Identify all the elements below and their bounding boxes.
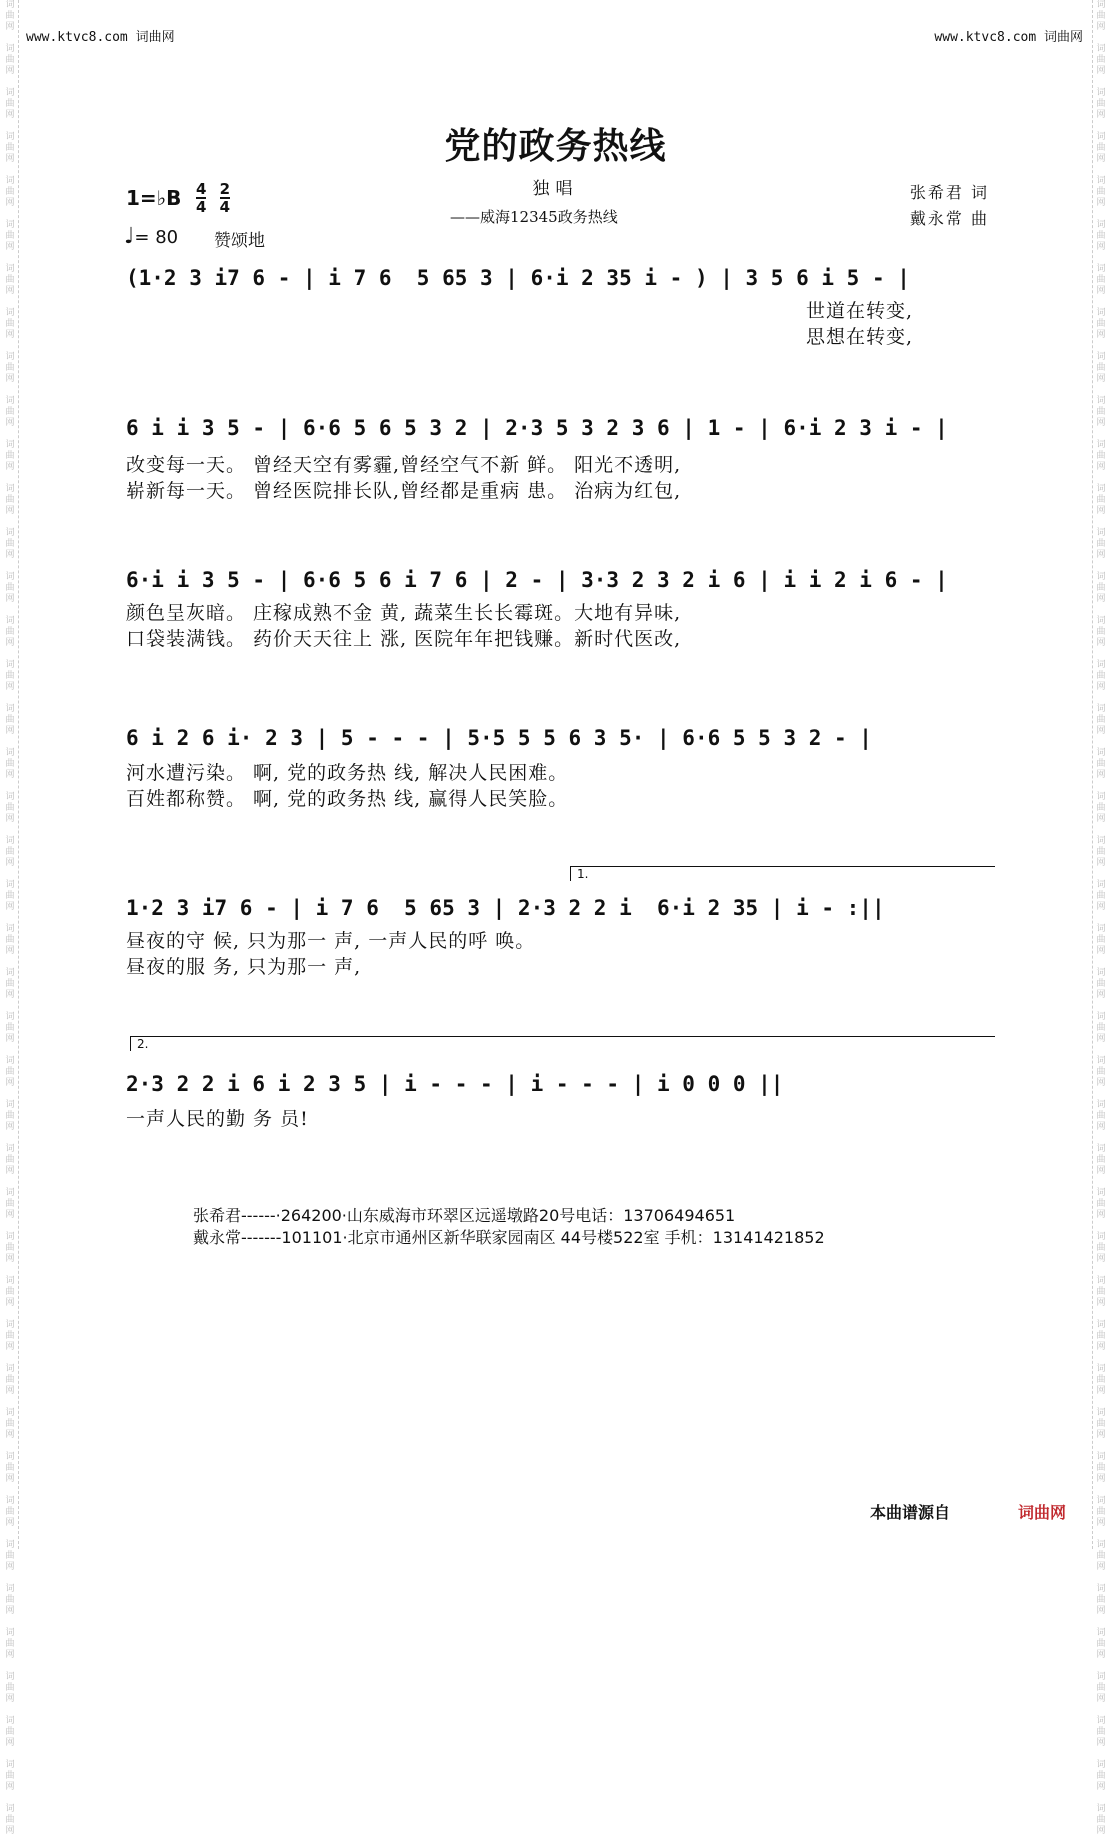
notation-line-1: (1·2 3 i7 6 - | i 7 6 5 65 3 | 6·i 2 35 i - ) | 3 5 6 i 5 - | bbox=[126, 266, 910, 290]
contact-composer: 戴永常-------101101·北京市通州区新华联家园南区 44号楼522室 手机：13141421852 bbox=[193, 1228, 825, 1247]
song-title: 党的政务热线 bbox=[444, 125, 667, 167]
time-signature-2: $\frac{2}{4}$ bbox=[219, 180, 231, 216]
second-ending-bracket: 2. bbox=[130, 1036, 995, 1051]
tempo-marking bbox=[124, 224, 178, 249]
notation-line-3: 6·i i 3 5 - | 6·6 5 6 i 7 6 | 2 - | 3·3 2 3 2 i 6 | i i 2 i 6 - | bbox=[126, 568, 948, 592]
contact-info bbox=[193, 1205, 825, 1249]
left-margin-watermark: 词曲网 词曲网 词曲网 词曲网 词曲网 词曲网 词曲网 词曲网 词曲网 词曲网 词曲网 词曲网 词曲网 词曲网 词曲网 词曲网 词曲网 词曲网 词曲网 词曲网 词曲网 词曲网 词曲网 词曲网 词曲网 词曲网 词曲网 词曲网 词曲网 词曲网 词曲网 词曲网 词曲网 词曲网 词曲网 词曲网 词曲网 词曲网 词曲网 词曲网 词曲网 词曲网 bbox=[2, 0, 19, 1549]
song-dedication: ——威海12345政务热线 bbox=[450, 208, 618, 226]
lyric-line-3b: 口袋装满钱。 药价天天往上 涨, 医院年年把钱赚。新时代医改, bbox=[126, 628, 682, 650]
lyric-line-4b: 百姓都称赞。 啊, 党的政务热 线, 赢得人民笑脸。 bbox=[126, 788, 569, 810]
lyricist-credit: 张希君 词 bbox=[909, 183, 989, 202]
lyric-line-2a: 改变每一天。 曾经天空有雾霾,曾经空气不新 鲜。 阳光不透明, bbox=[126, 454, 682, 476]
time-signature-1: $\frac{4}{4}$ bbox=[196, 180, 207, 216]
footer-source-label: 本曲谱源自 bbox=[870, 1503, 951, 1522]
lyric-line-2b: 崭新每一天。 曾经医院排长队,曾经都是重病 患。 治病为红包, bbox=[126, 480, 682, 502]
song-subtitle: 独唱 bbox=[532, 179, 579, 199]
lyric-line-5b: 昼夜的服 务, 只为那一 声, bbox=[126, 956, 362, 978]
expression-marking: 赞颂地 bbox=[214, 231, 265, 251]
notation-line-2: 6 i i 3 5 - | 6·6 5 6 5 3 2 | 2·3 5 3 2 3 6 | 1 - | 6·i 2 3 i - | bbox=[126, 416, 948, 440]
notation-line-6: 2·3 2 2 i 6 i 2 3 5 | i - - - | i - - - | i 0 0 0 || bbox=[126, 1072, 784, 1096]
lyric-line-5a: 昼夜的守 候, 只为那一 声, 一声人民的呼 唤。 bbox=[126, 930, 536, 952]
header-right-site[interactable]: www.ktvc8.com 词曲网 bbox=[934, 30, 1083, 45]
quarter-note-icon: ♩ bbox=[124, 224, 135, 249]
right-margin-watermark: 词曲网 词曲网 词曲网 词曲网 词曲网 词曲网 词曲网 词曲网 词曲网 词曲网 词曲网 词曲网 词曲网 词曲网 词曲网 词曲网 词曲网 词曲网 词曲网 词曲网 词曲网 词曲网 词曲网 词曲网 词曲网 词曲网 词曲网 词曲网 词曲网 词曲网 词曲网 词曲网 词曲网 词曲网 词曲网 词曲网 词曲网 词曲网 词曲网 词曲网 词曲网 词曲网 bbox=[1092, 0, 1109, 1549]
contact-lyricist: 张希君------·264200·山东威海市环翠区远遥墩路20号电话：13706494651 bbox=[193, 1206, 736, 1225]
header-left-site[interactable]: www.ktvc8.com 词曲网 bbox=[26, 30, 175, 45]
lyric-line-6a: 一声人民的勤 务 员! bbox=[126, 1108, 309, 1130]
composer-credit: 戴永常 曲 bbox=[909, 209, 989, 228]
time-signatures bbox=[196, 181, 238, 215]
notation-line-5: 1·2 3 i7 6 - | i 7 6 5 65 3 | 2·3 2 2 i 6·i 2 35 | i - :|| bbox=[126, 896, 885, 920]
tempo-value: = 80 bbox=[134, 227, 179, 248]
lyric-line-1b: 思想在转变, bbox=[806, 326, 914, 348]
credits bbox=[910, 180, 989, 232]
key-signature: 1=♭B bbox=[126, 186, 182, 210]
lyric-line-1a: 世道在转变, bbox=[806, 300, 914, 322]
lyric-line-3a: 颜色呈灰暗。 庄稼成熟不金 黄, 蔬菜生长长霉斑。大地有异味, bbox=[126, 602, 682, 624]
footer-brand-link[interactable]: 词曲网 bbox=[1018, 1503, 1067, 1522]
lyric-line-4a: 河水遭污染。 啊, 党的政务热 线, 解决人民困难。 bbox=[126, 762, 569, 784]
notation-line-4: 6 i 2 6 i· 2 3 | 5 - - - | 5·5 5 5 6 3 5· | 6·6 5 5 3 2 - | bbox=[126, 726, 872, 750]
first-ending-bracket: 1. bbox=[570, 866, 995, 881]
